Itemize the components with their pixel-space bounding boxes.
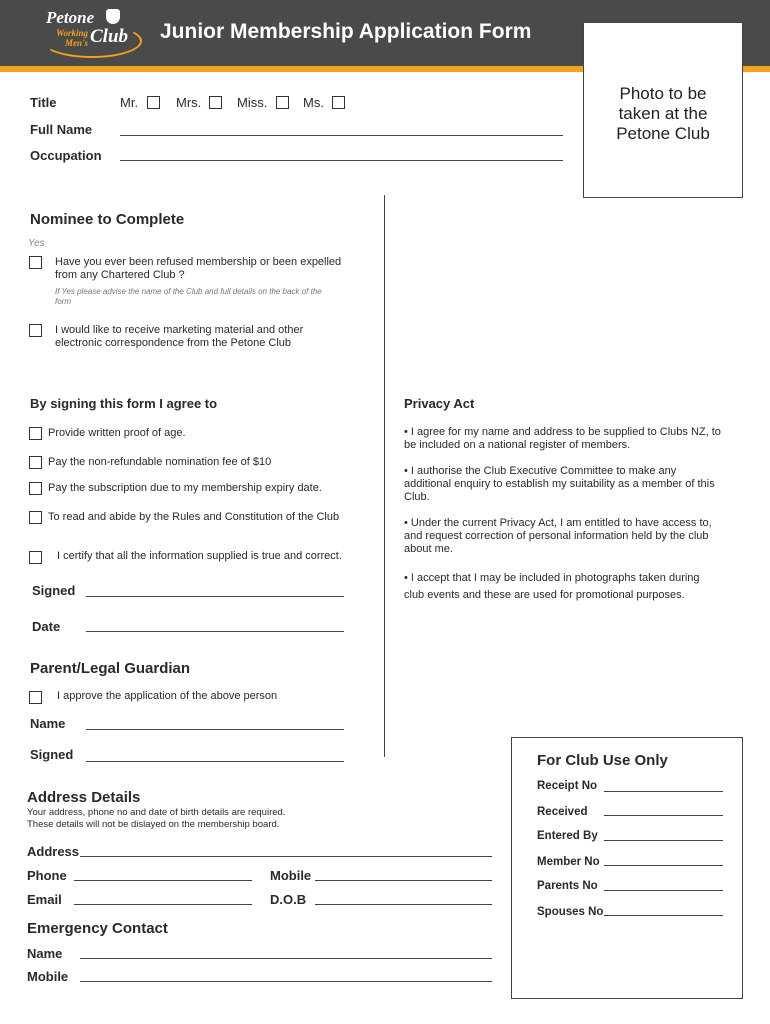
member-no-field[interactable]: [604, 865, 723, 866]
privacy-clause-4: [404, 570, 700, 604]
photo-line-1: Photo to be: [619, 84, 707, 103]
emergency-heading: Emergency Contact: [27, 920, 168, 937]
occupation-label: Occupation: [30, 148, 102, 163]
title-ms-checkbox[interactable]: [332, 96, 345, 109]
marketing-optin-checkbox[interactable]: [29, 324, 42, 337]
privacy-clause-3: [404, 517, 712, 556]
title-option-mr-label: Mr.: [120, 95, 139, 110]
dob-label: D.O.B: [270, 892, 307, 907]
certify-text: I certify that all the information supplied is true and correct.: [57, 550, 342, 562]
title-miss-checkbox[interactable]: [276, 96, 289, 109]
address-label: Address: [27, 844, 80, 859]
club-use-box: [511, 737, 743, 999]
address-note-line-2: These details will not be dislayed on the membership board.: [27, 819, 280, 830]
received-field[interactable]: [604, 815, 723, 816]
club-field-label: Spouses No: [537, 906, 604, 918]
q1-line-2: from any Chartered Club ?: [55, 269, 185, 281]
agree-rules-checkbox[interactable]: [29, 511, 42, 524]
guardian-signed-label: Signed: [30, 747, 74, 762]
guardian-heading: Parent/Legal Guardian: [30, 660, 191, 677]
privacy-line: • I agree for my name and address to be supplied to Clubs NZ, to: [404, 426, 721, 438]
logo-club-text: Club: [90, 26, 129, 47]
fullname-label: Full Name: [30, 122, 93, 137]
agree-nomination-fee-checkbox[interactable]: [29, 456, 42, 469]
email-field[interactable]: [74, 904, 252, 905]
agree-item: To read and abide by the Rules and Constitution of the Club: [48, 511, 340, 523]
privacy-line: • I accept that I may be included in photographs taken during: [404, 572, 700, 584]
title-label: Title: [30, 95, 57, 110]
title-option-mrs-label: Mrs.: [176, 95, 202, 110]
address-note: [27, 807, 285, 831]
guardian-name-label: Name: [30, 716, 66, 731]
emergency-mobile-label: Mobile: [27, 969, 69, 984]
receipt-no-field[interactable]: [604, 791, 723, 792]
mobile-field[interactable]: [315, 880, 492, 881]
emergency-mobile-field[interactable]: [80, 981, 492, 982]
nominee-heading: Nominee to Complete: [30, 211, 185, 228]
q1-line-1: Have you ever been refused membership or been expelled: [55, 256, 342, 268]
title-mrs-checkbox[interactable]: [209, 96, 222, 109]
note-line-2: form: [55, 297, 71, 306]
agree-item: Pay the non-refundable nomination fee of $10: [48, 456, 272, 468]
address-heading: Address Details: [27, 789, 141, 806]
privacy-heading: Privacy Act: [404, 396, 475, 411]
club-field-label: Receipt No: [537, 780, 598, 792]
signed-label: Signed: [32, 583, 76, 598]
address-field[interactable]: [80, 856, 492, 857]
refused-membership-checkbox[interactable]: [29, 256, 42, 269]
club-field-label: Received: [537, 806, 588, 818]
agreement-heading: By signing this form I agree to: [30, 396, 218, 411]
occupation-field[interactable]: [120, 160, 563, 161]
fullname-field[interactable]: [120, 135, 563, 136]
privacy-line: about me.: [404, 543, 453, 555]
privacy-line: • I authorise the Club Executive Committee to make any: [404, 465, 677, 477]
refused-membership-question: [55, 256, 341, 282]
club-field-label: Parents No: [537, 880, 598, 892]
entered-by-field[interactable]: [604, 840, 723, 841]
privacy-line: additional enquiry to establish my suitability as a member of this: [404, 478, 715, 490]
phone-label: Phone: [27, 868, 67, 883]
refused-note: [55, 287, 322, 307]
emergency-name-label: Name: [27, 946, 63, 961]
guardian-approve-checkbox[interactable]: [29, 691, 42, 704]
club-logo: [40, 6, 150, 60]
q2-line-1: I would like to receive marketing material and other: [55, 324, 304, 336]
privacy-line: • Under the current Privacy Act, I am entitled to have access to,: [404, 517, 712, 529]
club-field-label: Member No: [537, 856, 600, 868]
certify-checkbox[interactable]: [29, 551, 42, 564]
club-use-heading: For Club Use Only: [537, 752, 668, 769]
photo-line-3: Petone Club: [616, 124, 710, 143]
photo-line-2: taken at the: [618, 104, 708, 123]
phone-field[interactable]: [74, 880, 252, 881]
privacy-line: be included on a national register of members.: [404, 439, 631, 451]
logo-crest-icon: [106, 9, 120, 24]
logo-working: Working: [56, 28, 88, 38]
q2-line-2: electronic correspondence from the Petone Club: [55, 337, 292, 349]
privacy-clause-1: [404, 426, 721, 452]
privacy-line: club events and these are used for promotional purposes.: [404, 589, 685, 601]
privacy-clause-2: [404, 465, 715, 504]
address-note-line-1: Your address, phone no and date of birth details are required.: [27, 807, 286, 818]
emergency-name-field[interactable]: [80, 958, 492, 959]
parents-no-field[interactable]: [604, 890, 723, 891]
yes-column-label: Yes: [28, 238, 45, 249]
agree-proof-age-checkbox[interactable]: [29, 427, 42, 440]
spouses-no-field[interactable]: [604, 915, 723, 916]
title-mr-checkbox[interactable]: [147, 96, 160, 109]
form-title: Junior Membership Application Form: [160, 20, 532, 43]
club-field-label: Entered By: [537, 830, 598, 842]
photo-instructions: [583, 84, 743, 144]
date-field[interactable]: [86, 631, 344, 632]
agree-item: Pay the subscription due to my membership expiry date.: [48, 482, 322, 494]
date-label: Date: [32, 619, 61, 634]
agree-subscription-checkbox[interactable]: [29, 482, 42, 495]
column-divider: [384, 195, 385, 757]
logo-petone-text: Petone: [46, 8, 95, 27]
privacy-line: and request correction of personal information held by the club: [404, 530, 709, 542]
logo-working-mens-text: [44, 28, 88, 48]
logo-mens: Men's: [64, 38, 88, 48]
dob-field[interactable]: [315, 904, 492, 905]
guardian-approve-text: I approve the application of the above person: [57, 690, 278, 702]
title-option-ms-label: Ms.: [303, 95, 324, 110]
privacy-line: Club.: [404, 491, 430, 503]
email-label: Email: [27, 892, 62, 907]
title-option-miss-label: Miss.: [237, 95, 268, 110]
guardian-signature-field[interactable]: [86, 761, 344, 762]
mobile-label: Mobile: [270, 868, 312, 883]
guardian-name-field[interactable]: [86, 729, 344, 730]
agree-item: Provide written proof of age.: [48, 427, 186, 439]
marketing-optin-text: [55, 324, 303, 350]
signature-field[interactable]: [86, 596, 344, 597]
note-line-1: If Yes please advise the name of the Club and full details on the back of the: [55, 287, 322, 296]
